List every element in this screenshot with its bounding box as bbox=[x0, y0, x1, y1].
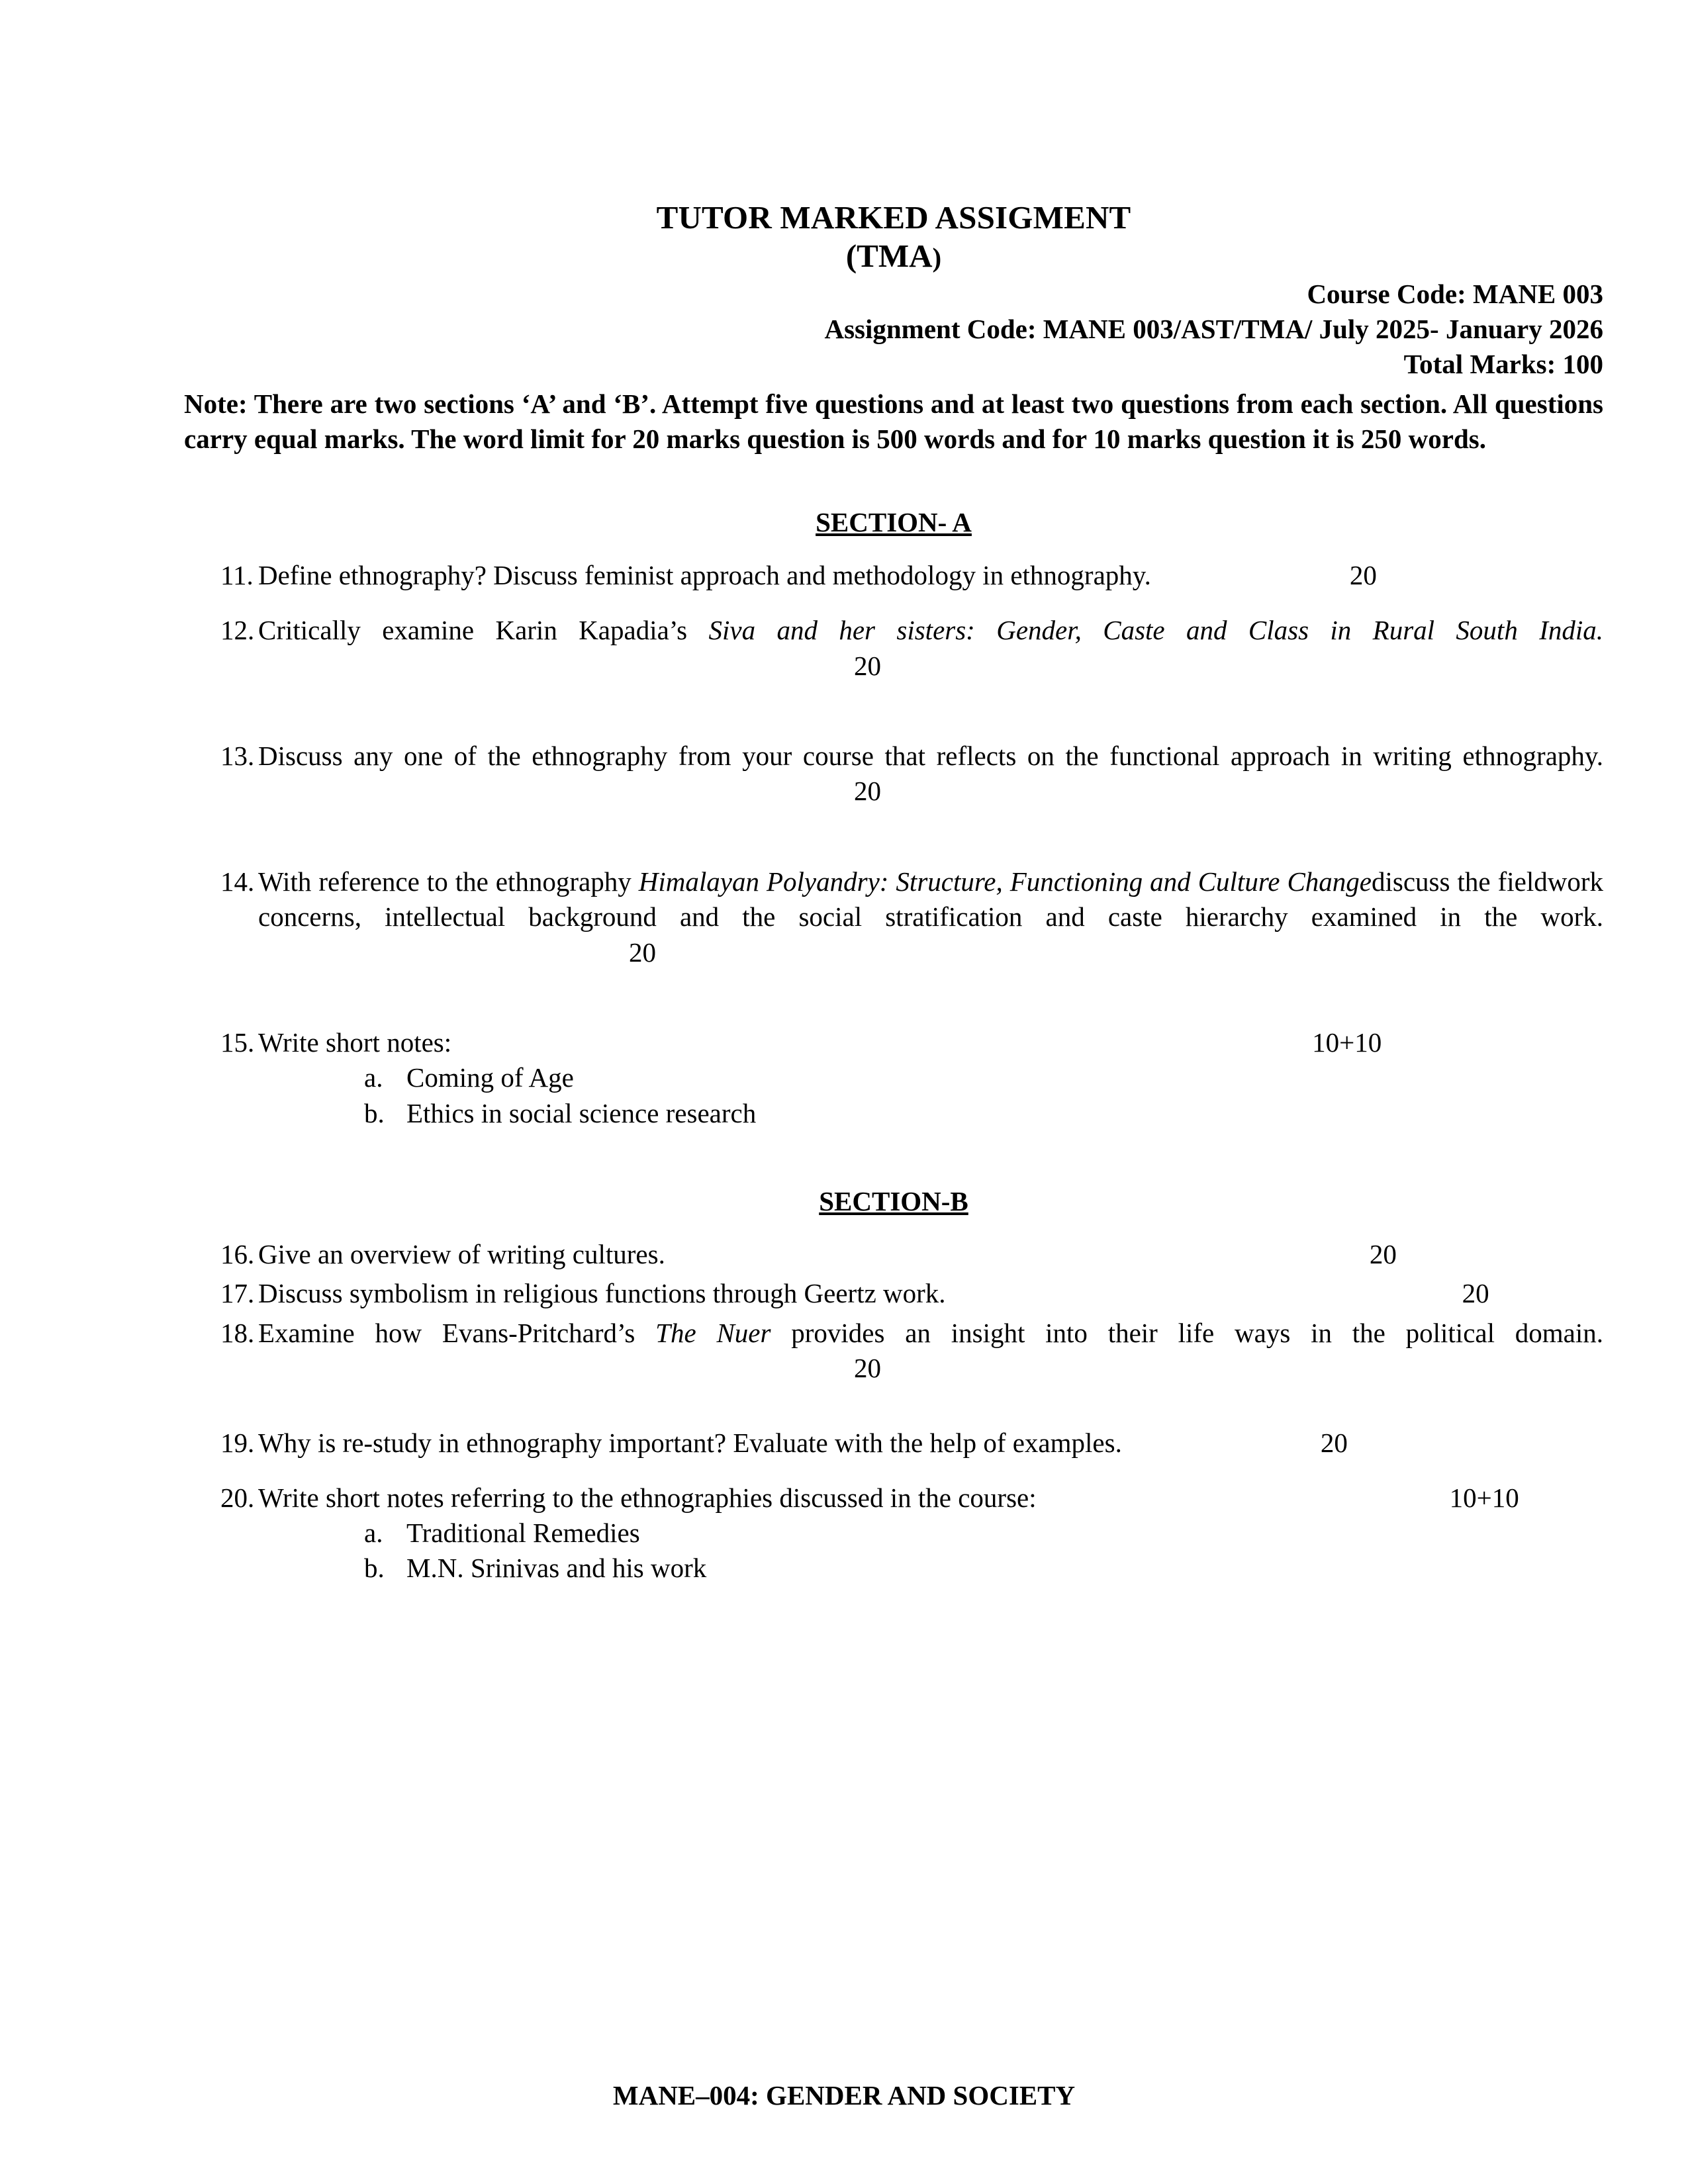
question-number: 19. bbox=[220, 1427, 255, 1458]
question-item bbox=[184, 1426, 1603, 1461]
note-paragraph: Note: There are two sections ‘A’ and ‘B’. Attempt five questions and at least two questions from each section. All questions carry equal marks. The word limit for 20 marks question is 500 words and for 10 marks question it is 250 words. bbox=[184, 388, 1603, 455]
sub-question-item bbox=[258, 1551, 1603, 1586]
question-number: 14. bbox=[220, 866, 255, 897]
question-title-italic: Himalayan Polyandry: Structure, Functioning and Culture Change bbox=[638, 866, 1372, 897]
question-item bbox=[184, 558, 1603, 593]
question-number: 17. bbox=[220, 1278, 255, 1309]
sub-question-label: Ethics in social science research bbox=[406, 1097, 757, 1128]
question-item bbox=[184, 1480, 1603, 1586]
question-text bbox=[258, 1276, 1603, 1311]
question-marks: 20 bbox=[854, 1352, 881, 1383]
question-text bbox=[258, 864, 1603, 1005]
question-item bbox=[184, 1316, 1603, 1422]
question-number: 16. bbox=[220, 1239, 255, 1270]
section-heading-b: SECTION-B bbox=[819, 1186, 968, 1217]
sub-question-label: Traditional Remedies bbox=[406, 1518, 640, 1549]
question-body: Examine how Evans-Pritchard’s bbox=[258, 1317, 656, 1348]
question-text bbox=[258, 558, 1603, 593]
sub-question-item bbox=[258, 1096, 1603, 1131]
sub-question-list bbox=[258, 1060, 1603, 1131]
question-title-italic: The Nuer bbox=[655, 1317, 771, 1348]
question-marks: 20 bbox=[854, 776, 881, 807]
question-body: Critically examine Karin Kapadia’s bbox=[258, 615, 709, 646]
question-text bbox=[258, 1237, 1603, 1272]
question-number: 13. bbox=[220, 741, 255, 772]
question-body: Discuss symbolism in religious functions through Geertz work. bbox=[258, 1278, 946, 1309]
question-item bbox=[184, 864, 1603, 1005]
sub-question-letter: b. bbox=[364, 1097, 385, 1128]
question-item bbox=[184, 1237, 1603, 1272]
page-subtitle bbox=[184, 237, 1603, 275]
question-text bbox=[258, 1480, 1603, 1516]
question-body: Give an overview of writing cultures. bbox=[258, 1239, 665, 1270]
question-body: Define ethnography? Discuss feminist approach and methodology in ethnography. bbox=[258, 559, 1151, 590]
question-text bbox=[258, 1025, 1603, 1060]
question-body: Discuss any one of the ethnography from your course that reflects on the functional approach in writing ethnography. bbox=[258, 741, 1603, 772]
course-code-line: Course Code: MANE 003 bbox=[1307, 278, 1603, 309]
question-marks: 20 bbox=[1462, 1278, 1489, 1309]
question-body-after: provides an insight into their life ways in the political domain. bbox=[771, 1317, 1603, 1348]
page-footer: MANE–004: GENDER AND SOCIETY bbox=[612, 2080, 1076, 2111]
total-marks-line: Total Marks: 100 bbox=[1403, 349, 1603, 380]
question-number: 18. bbox=[220, 1317, 255, 1348]
question-text bbox=[258, 613, 1603, 719]
question-item bbox=[184, 1025, 1603, 1131]
question-body: Why is re-study in ethnography important? Evaluate with the help of examples. bbox=[258, 1427, 1122, 1458]
question-item bbox=[184, 1276, 1603, 1311]
question-text bbox=[258, 1316, 1603, 1422]
question-title-italic: Siva and her sisters: Gender, Caste and Class in Rural South India. bbox=[708, 615, 1603, 646]
question-item bbox=[184, 739, 1603, 844]
question-text bbox=[258, 739, 1603, 844]
question-text bbox=[258, 1426, 1603, 1461]
meta-block bbox=[184, 277, 1603, 383]
subtitle-main: (TMA bbox=[845, 237, 933, 274]
question-number: 15. bbox=[220, 1027, 255, 1058]
question-marks: 20 bbox=[629, 936, 656, 968]
title-block bbox=[184, 0, 1603, 275]
question-marks: 10+10 bbox=[1449, 1482, 1519, 1513]
sub-question-item bbox=[258, 1516, 1603, 1551]
question-body: Write short notes referring to the ethnographies discussed in the course: bbox=[258, 1482, 1037, 1513]
question-body: With reference to the ethnography bbox=[258, 866, 639, 897]
sub-question-list bbox=[258, 1516, 1603, 1586]
sub-question-label: M.N. Srinivas and his work bbox=[406, 1553, 707, 1584]
question-number: 11. bbox=[220, 559, 254, 590]
page-content bbox=[184, 0, 1603, 1586]
question-marks: 10+10 bbox=[1312, 1027, 1382, 1058]
question-marks: 20 bbox=[1349, 559, 1377, 590]
question-number: 20. bbox=[220, 1482, 255, 1513]
section-heading-a: SECTION- A bbox=[816, 506, 972, 537]
question-marks: 20 bbox=[1320, 1427, 1348, 1458]
question-item bbox=[184, 613, 1603, 719]
question-list-b bbox=[184, 1237, 1603, 1586]
sub-question-letter: a. bbox=[364, 1062, 383, 1093]
sub-question-item bbox=[258, 1060, 1603, 1095]
question-marks: 20 bbox=[1369, 1239, 1397, 1270]
sub-question-label: Coming of Age bbox=[406, 1062, 574, 1093]
subtitle-paren: ) bbox=[932, 242, 942, 273]
sub-question-letter: b. bbox=[364, 1553, 385, 1584]
assignment-code-line: Assignment Code: MANE 003/AST/TMA/ July 2025- January 2026 bbox=[824, 313, 1603, 344]
question-number: 12. bbox=[220, 615, 255, 646]
sub-question-letter: a. bbox=[364, 1518, 383, 1549]
page-title: TUTOR MARKED ASSIGMENT bbox=[656, 199, 1131, 236]
question-body: Write short notes: bbox=[258, 1027, 452, 1058]
question-body-after: discuss the fieldwork concerns, intellectual background and the social stratification and caste hierarchy examined in the work. bbox=[258, 866, 1603, 933]
question-list-a bbox=[184, 558, 1603, 1131]
question-marks: 20 bbox=[854, 650, 881, 681]
